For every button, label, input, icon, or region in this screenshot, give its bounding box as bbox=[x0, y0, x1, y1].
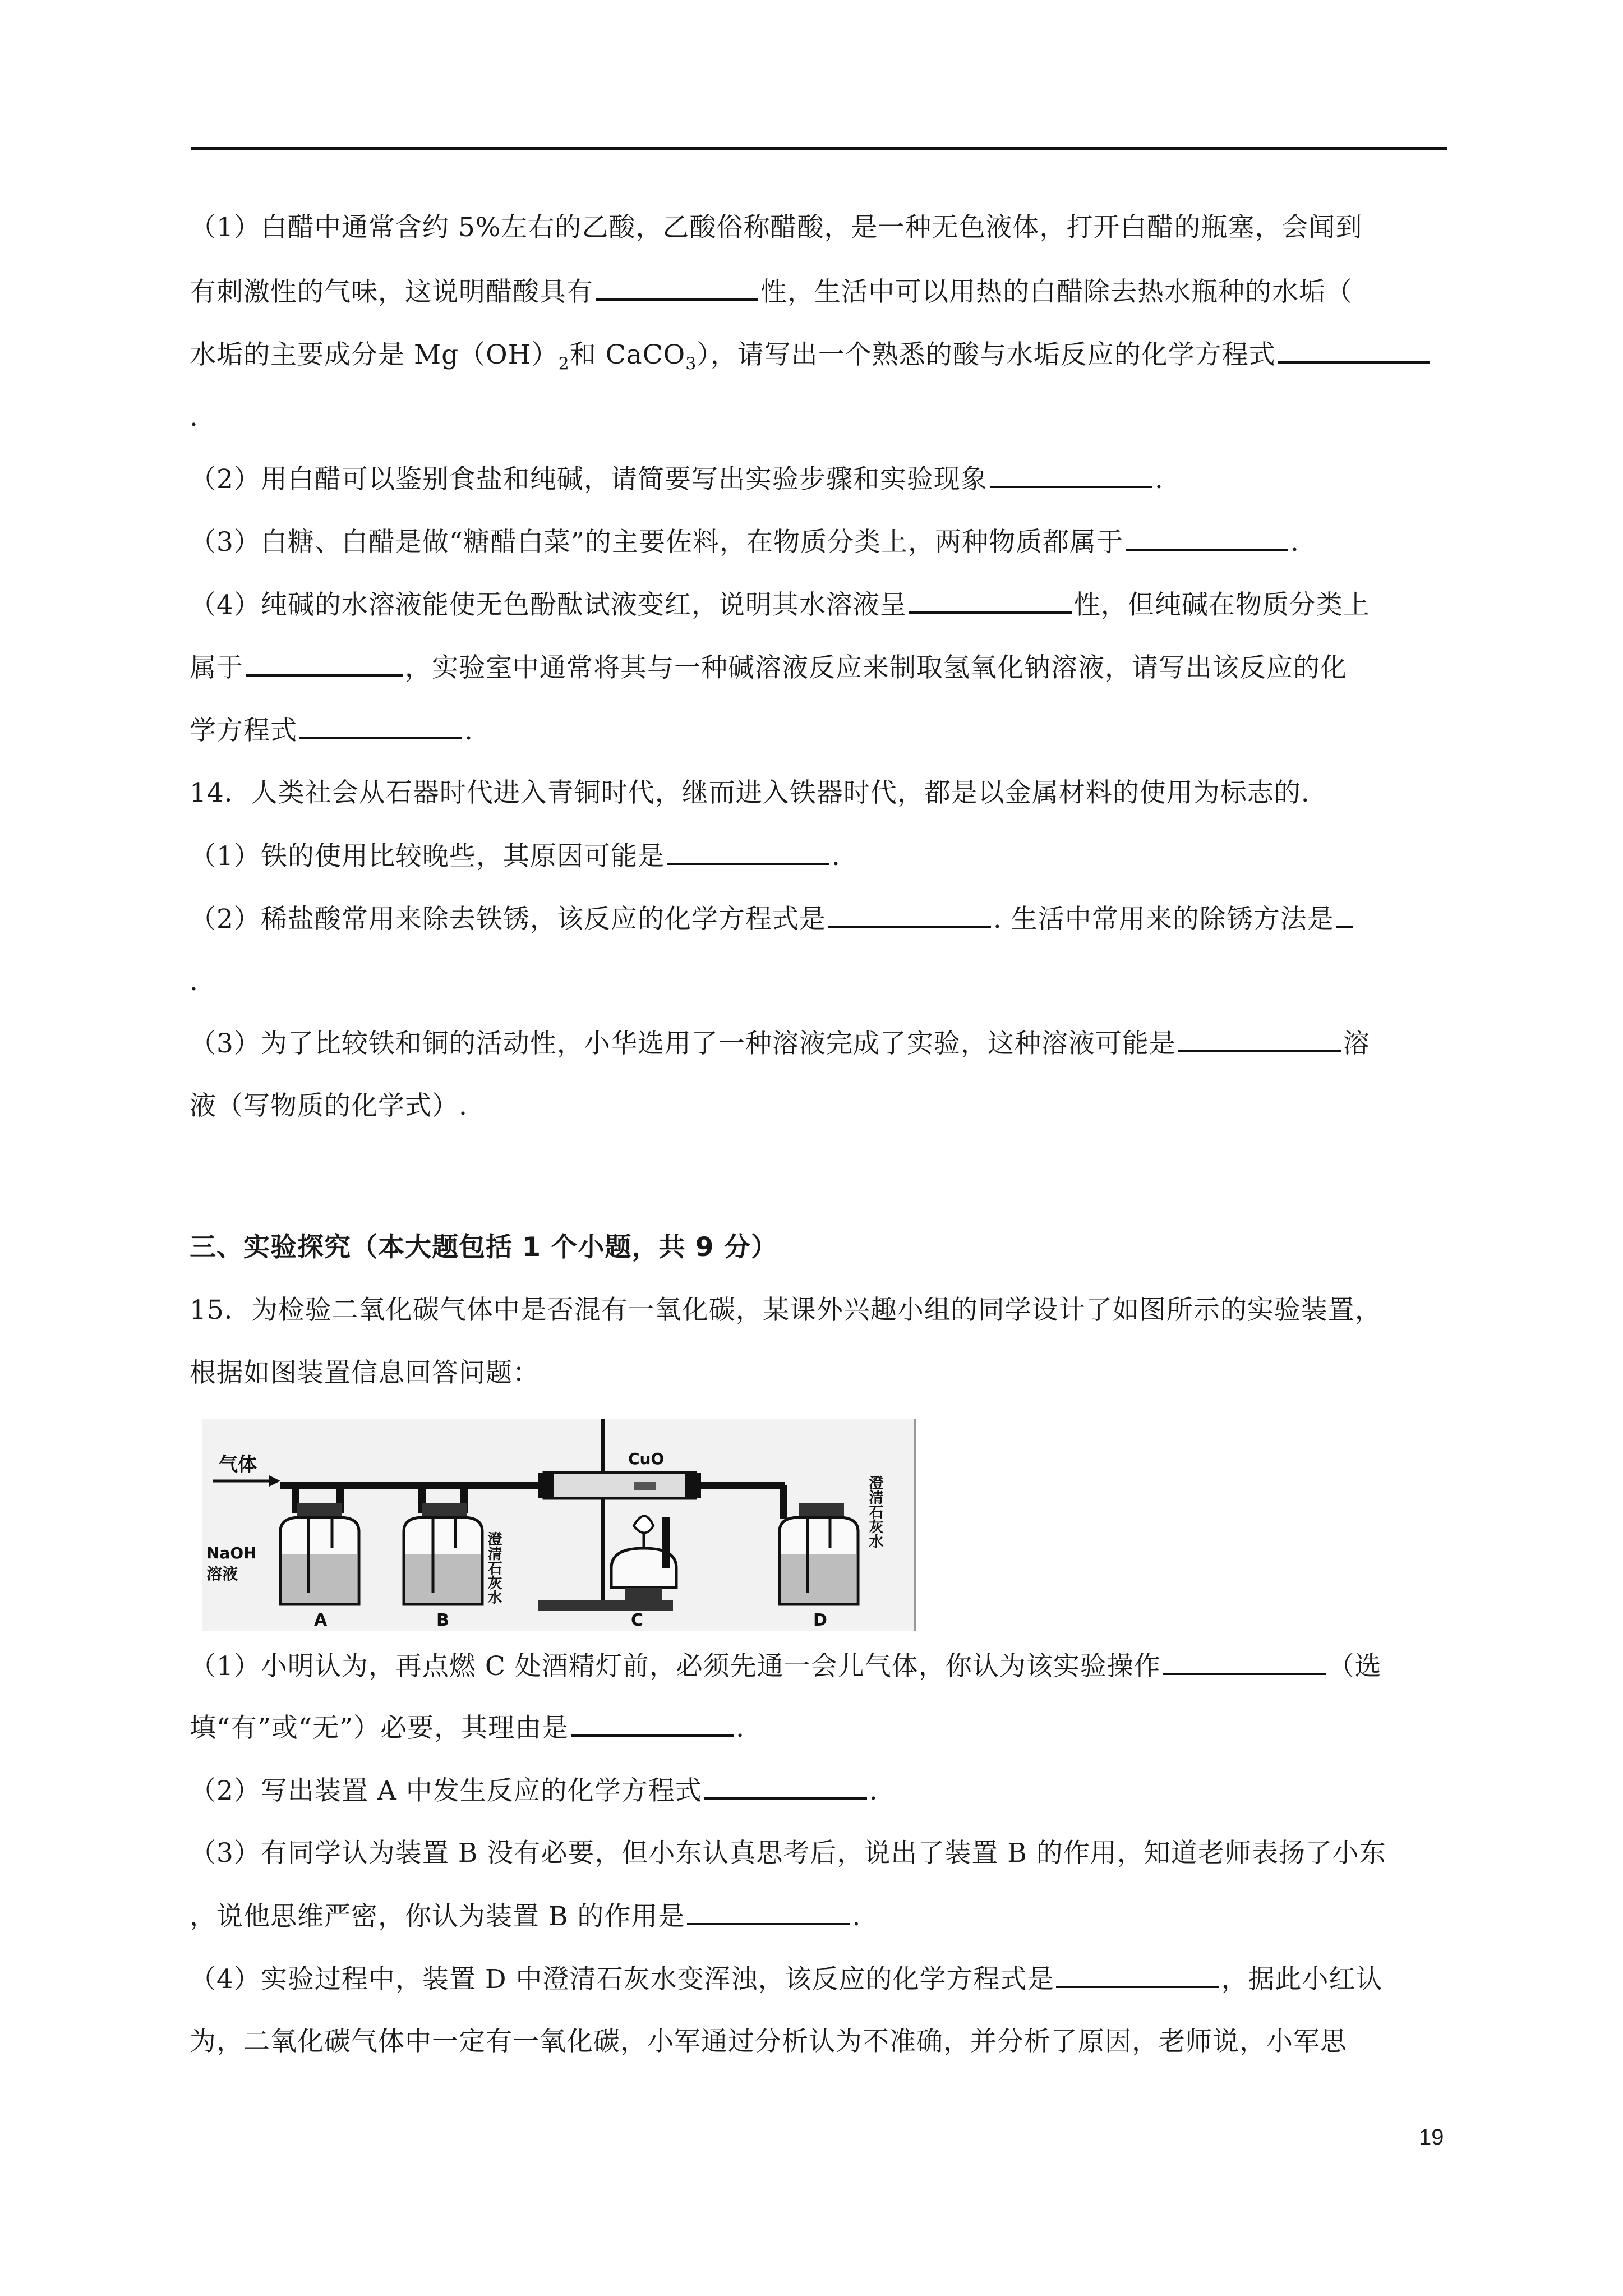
q15-part2: （2）写出装置 A 中发生反应的化学方程式 . bbox=[190, 1775, 878, 1806]
limewater-d-label: 澄清石灰水 bbox=[866, 1475, 883, 1548]
q15-part4-line2: 为，二氧化碳气体中一定有一氧化碳，小军通过分析认为不准确，并分析了原因，老师说，小军思 bbox=[190, 2026, 1347, 2057]
answer-blank[interactable] bbox=[990, 463, 1152, 488]
label-b: B bbox=[436, 1611, 449, 1630]
q14-part3-line2: 液（写物质的化学式）. bbox=[190, 1091, 468, 1121]
gas-arrow-head bbox=[269, 1475, 280, 1487]
q15-part1-line2: 填“有”或“无”）必要，其理由是 . bbox=[190, 1713, 745, 1743]
answer-blank[interactable] bbox=[596, 276, 758, 301]
q13-part3: （3）白糖、白醋是做“糖醋白菜”的主要佐料，在物质分类上，两种物质都属于 . bbox=[190, 527, 1299, 558]
answer-blank[interactable] bbox=[1056, 1963, 1219, 1988]
answer-blank[interactable] bbox=[1278, 339, 1430, 364]
page-number: 19 bbox=[1419, 2125, 1444, 2150]
alcohol-lamp bbox=[611, 1516, 676, 1600]
answer-blank[interactable] bbox=[687, 1901, 850, 1925]
q13-part4-line1: （4）纯碱的水溶液能使无色酚酞试液变红，说明其水溶液呈 性，但纯碱在物质分类上 bbox=[190, 590, 1370, 620]
answer-blank[interactable] bbox=[667, 840, 829, 865]
answer-blank[interactable] bbox=[571, 1712, 734, 1737]
label-d: D bbox=[813, 1611, 827, 1630]
apparatus-figure bbox=[202, 1419, 916, 1631]
gas-label: 气体 bbox=[219, 1453, 257, 1476]
answer-blank[interactable] bbox=[1126, 526, 1288, 551]
q15-part4-line1: （4）实验过程中，装置 D 中澄清石灰水变浑浊，该反应的化学方程式是 ，据此小红认 bbox=[190, 1964, 1383, 1995]
q13-part1-line3: 水垢的主要成分是 $Mg(OH)_2$和 CaCO$_3$），请写出一个熟悉的酸与水垢反应的化学方程式 bbox=[190, 339, 1432, 371]
q14-part1: （1）铁的使用比较晚些，其原因可能是 . bbox=[190, 841, 841, 872]
q14-part2-line2: . bbox=[190, 966, 199, 997]
naoh-solution-label: 溶液 bbox=[206, 1565, 238, 1583]
q14-part2-line1: （2）稀盐酸常用来除去铁锈，该反应的化学方程式是 . 生活中常用来的除锈方法是 bbox=[190, 903, 1355, 935]
q15-part1-line1: （1）小明认为，再点燃 C 处酒精灯前，必须先通一会儿气体，你认为该实验操作 （选 bbox=[190, 1651, 1382, 1682]
q13-part1-line1: （1）白醋中通常含约 5%左右的乙酸，乙酸俗称醋酸，是一种无色液体，打开白醋的瓶塞，会闻到 bbox=[190, 212, 1363, 243]
q15-stem-line2: 根据如图装置信息回答问题： bbox=[190, 1358, 540, 1388]
q15-stem-line1: 15．为检验二氧化碳气体中是否混有一氧化碳，某课外兴趣小组的同学设计了如图所示的实验装置， bbox=[190, 1295, 1382, 1326]
q13-part1-line2: 有刺激性的气味，这说明醋酸具有 性，生活中可以用热的白醋除去热水瓶种的水垢（ bbox=[190, 277, 1353, 307]
answer-blank[interactable] bbox=[1336, 903, 1353, 928]
header-rule bbox=[191, 147, 1447, 150]
answer-blank[interactable] bbox=[909, 589, 1072, 614]
label-a: A bbox=[314, 1611, 328, 1630]
q15-part3-line2: ，说他思维严密，你认为装置 B 的作用是 . bbox=[190, 1901, 861, 1932]
bottle-b bbox=[404, 1485, 482, 1604]
section-title: 三、实验探究（本大题包括 1 个小题，共 9 分） bbox=[190, 1232, 778, 1263]
answer-blank[interactable] bbox=[828, 903, 991, 928]
limewater-b-label: 澄清石灰水 bbox=[485, 1531, 502, 1604]
q13-part4-line2: 属于 ，实验室中通常将其与一种碱溶液反应来制取氢氧化钠溶液，请写出该反应的化 bbox=[190, 652, 1347, 683]
q13-part1-line4: . bbox=[190, 402, 199, 432]
label-c: C bbox=[631, 1611, 644, 1630]
answer-blank[interactable] bbox=[1163, 1650, 1326, 1675]
answer-blank[interactable] bbox=[1178, 1028, 1341, 1052]
q13-part4-line3: 学方程式 . bbox=[190, 715, 473, 746]
q14-part3-line1: （3）为了比较铁和铜的活动性，小华选用了一种溶液完成了实验，这种溶液可能是 溶 bbox=[190, 1028, 1370, 1059]
bottle-d bbox=[780, 1485, 858, 1604]
q15-part3-line1: （3）有同学认为装置 B 没有必要，但小东认真思考后，说出了装置 B 的作用，知道老师表扬了小东 bbox=[190, 1838, 1386, 1869]
q14-stem: 14．人类社会从石器时代进入青铜时代，继而进入铁器时代，都是以金属材料的使用为标志的. bbox=[190, 777, 1310, 808]
apparatus-diagram bbox=[202, 1419, 914, 1631]
answer-blank[interactable] bbox=[299, 715, 462, 739]
bottle-a bbox=[280, 1485, 359, 1604]
naoh-label: NaOH bbox=[206, 1544, 257, 1562]
answer-blank[interactable] bbox=[246, 652, 403, 677]
q13-part2: （2）用白醋可以鉴别食盐和纯碱，请简要写出实验步骤和实验现象 . bbox=[190, 464, 1164, 495]
answer-blank[interactable] bbox=[704, 1775, 867, 1800]
cuo-label: CuO bbox=[628, 1450, 665, 1468]
